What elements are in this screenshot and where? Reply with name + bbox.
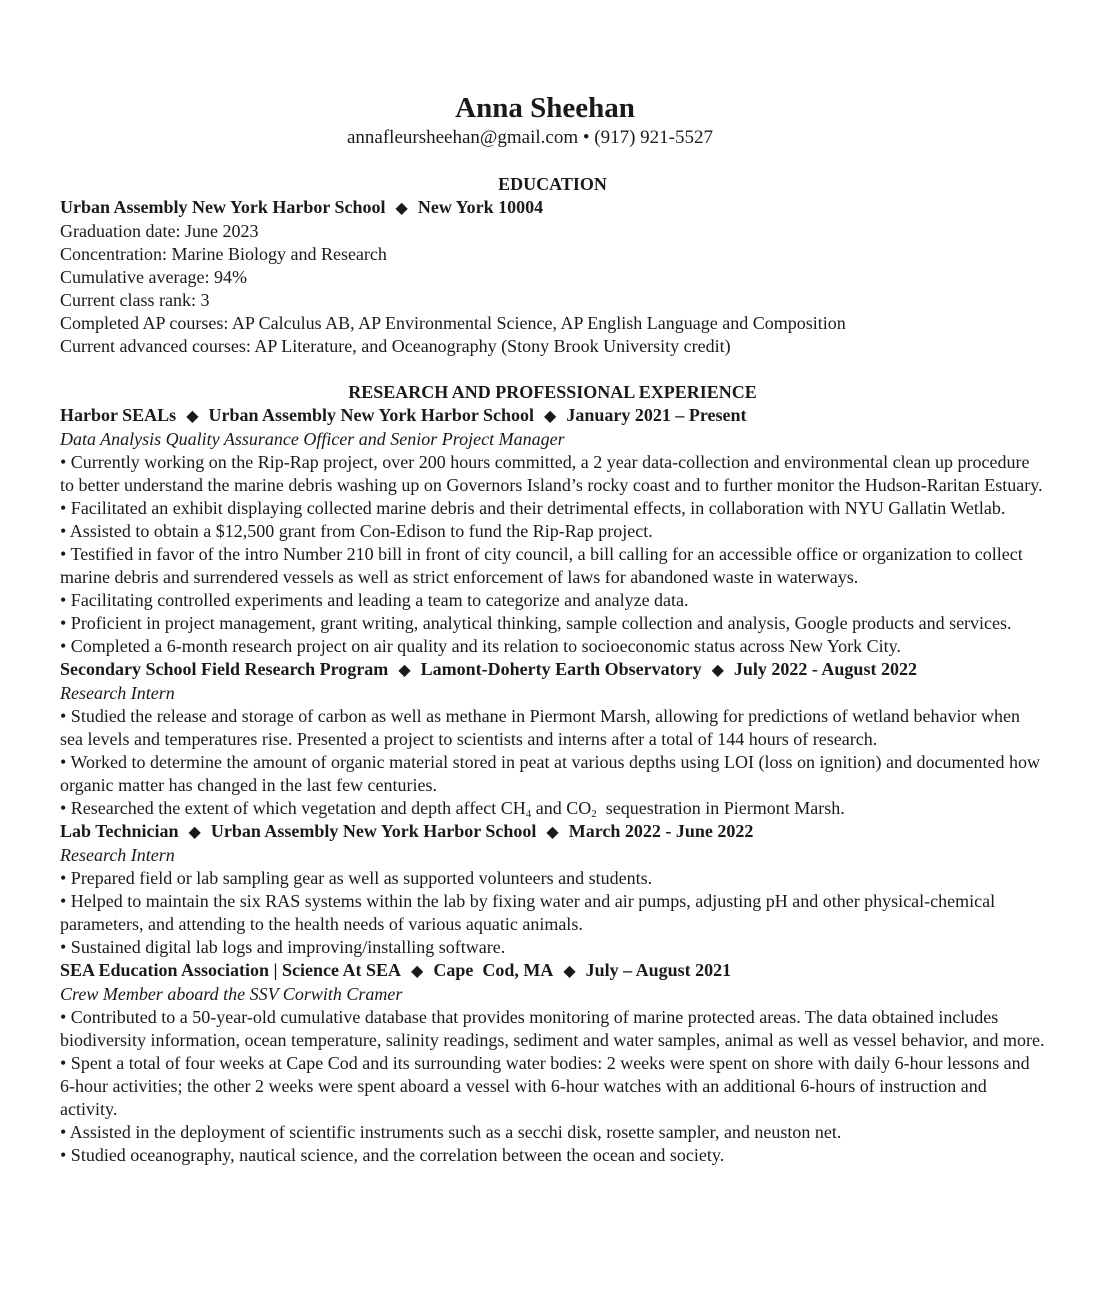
org-location: Urban Assembly New York Harbor School — [210, 821, 537, 841]
education-line: Cumulative average: 94% — [60, 267, 247, 287]
diamond-separator-icon: ◆ — [563, 963, 576, 980]
bullet-item: • Helped to maintain the six RAS systems within the lab by fixing water and air pumps, adjusting pH and other physical-chemical parameters, and attending to the health needs of various aquatic animals. — [60, 891, 996, 934]
date-range: March 2022 - June 2022 — [568, 821, 754, 841]
date-range: July 2022 - August 2022 — [733, 659, 917, 679]
org-location: Lamont-Doherty Earth Observatory — [420, 659, 702, 679]
experience-entry-head — [60, 658, 1045, 682]
diamond-separator-icon: ◆ — [398, 662, 411, 679]
role-title: Research Intern — [60, 845, 175, 865]
candidate-name: Anna Sheehan — [455, 92, 635, 124]
bullet-item: • Studied oceanography, nautical science, and the correlation between the ocean and society. — [60, 1145, 725, 1165]
experience-heading: RESEARCH AND PROFESSIONAL EXPERIENCE — [348, 382, 757, 402]
bullet-item: • Contributed to a 50-year-old cumulative database that provides monitoring of marine protected areas. The data obtained includes biodiversity information, ocean temperature, salinity readings, sediment and water samples, animal as well as vessel behavior, and more. — [60, 1007, 1045, 1050]
experience-entry-head — [60, 404, 1045, 428]
bullet-item: • Sustained digital lab logs and improving/installing software. — [60, 937, 506, 957]
diamond-separator-icon: ◆ — [186, 408, 199, 425]
education-line: Completed AP courses: AP Calculus AB, AP Environmental Science, AP English Language and Composition — [60, 313, 846, 333]
diamond-separator-icon: ◆ — [711, 662, 724, 679]
formula-text: • Researched the extent of which vegetation and depth affect CH — [60, 798, 526, 818]
org-name: Secondary School Field Research Program — [60, 659, 389, 679]
bullet-item: • Studied the release and storage of carbon as well as methane in Piermont Marsh, allowing for predictions of wetland behavior when sea levels and temperatures rise. Presented a project to scientists and interns after a total of 144 hours of research. — [60, 706, 1021, 749]
bullet-item: • Worked to determine the amount of organic material stored in peat at various depths using LOI (loss on ignition) and documented how organic matter has changed in the last few centuries. — [60, 752, 1040, 795]
bullet-item: • Prepared field or lab sampling gear as well as supported volunteers and students. — [60, 868, 653, 888]
org-name: Harbor SEALs — [60, 405, 177, 425]
education-line: Current advanced courses: AP Literature, and Oceanography (Stony Brook University credit) — [60, 336, 731, 356]
experience-entry-head — [60, 959, 1045, 983]
contact-info: annafleursheehan@gmail.com • (917) 921-5527 — [346, 127, 714, 148]
experience-entry-head — [60, 820, 1045, 844]
bullet-item: • Spent a total of four weeks at Cape Cod and its surrounding water bodies: 2 weeks were spent on shore with daily 6-hour lessons and 6-hour activities; the other 2 weeks were spent aboard a vessel with 6-hour watches with an additional 6-hours of instruction and activity. — [60, 1053, 1030, 1119]
formula-text: sequestration in Piermont Marsh. — [596, 798, 845, 818]
school-name: Urban Assembly New York Harbor School — [60, 197, 386, 217]
role-title: Crew Member aboard the SSV Corwith Cramer — [60, 984, 403, 1004]
subscript: 4 — [525, 808, 532, 820]
diamond-separator-icon: ◆ — [411, 963, 424, 980]
role-title: Research Intern — [60, 683, 175, 703]
date-range: July – August 2021 — [585, 960, 732, 980]
diamond-separator-icon: ◆ — [544, 408, 557, 425]
diamond-separator-icon: ◆ — [395, 200, 408, 217]
org-name: SEA Education Association | Science At SEA — [60, 960, 402, 980]
bullet-item: • Proficient in project management, grant writing, analytical thinking, sample collection and analysis, Google products and services. — [60, 613, 1012, 633]
diamond-separator-icon: ◆ — [188, 824, 201, 841]
date-range: January 2021 – Present — [566, 405, 747, 425]
education-line: Concentration: Marine Biology and Research — [60, 244, 387, 264]
bullet-item: • Facilitating controlled experiments and leading a team to categorize and analyze data. — [60, 590, 689, 610]
education-line: Current class rank: 3 — [60, 290, 210, 310]
education-line: Graduation date: June 2023 — [60, 221, 259, 241]
formula-text: and CO — [531, 798, 592, 818]
education-entry-head — [60, 196, 1045, 220]
org-name: Lab Technician — [60, 821, 179, 841]
subscript: 2 — [591, 808, 597, 820]
education-heading: EDUCATION — [498, 174, 607, 194]
org-location: Urban Assembly New York Harbor School — [208, 405, 535, 425]
diamond-separator-icon: ◆ — [546, 824, 559, 841]
school-location: New York 10004 — [417, 197, 544, 217]
bullet-item: • Completed a 6-month research project on air quality and its relation to socioeconomic status across New York City. — [60, 636, 901, 656]
bullet-item: • Facilitated an exhibit displaying collected marine debris and their detrimental effects, in collaboration with NYU Gallatin Wetlab. — [60, 498, 1006, 518]
bullet-item: • Testified in favor of the intro Number 210 bill in front of city council, a bill calling for an accessible office or organization to collect marine debris and surrendered vessels as well as strict enforcement of laws for abandoned waste in waterways. — [60, 544, 1023, 587]
bullet-item: • Currently working on the Rip-Rap project, over 200 hours committed, a 2 year data-collection and environmental clean up procedure to better understand the marine debris washing up on Governors Island’s rocky coast and to further monitor the Hudson-Raritan Estuary. — [60, 452, 1043, 495]
bullet-item: • Assisted to obtain a $12,500 grant from Con-Edison to fund the Rip-Rap project. — [60, 521, 653, 541]
bullet-item-formula — [60, 797, 1045, 820]
org-location: Cape Cod, MA — [433, 960, 554, 980]
role-title: Data Analysis Quality Assurance Officer and Senior Project Manager — [60, 429, 565, 449]
bullet-item: • Assisted in the deployment of scientific instruments such as a secchi disk, rosette sampler, and neuston net. — [60, 1122, 842, 1142]
resume-content — [60, 173, 1045, 1167]
